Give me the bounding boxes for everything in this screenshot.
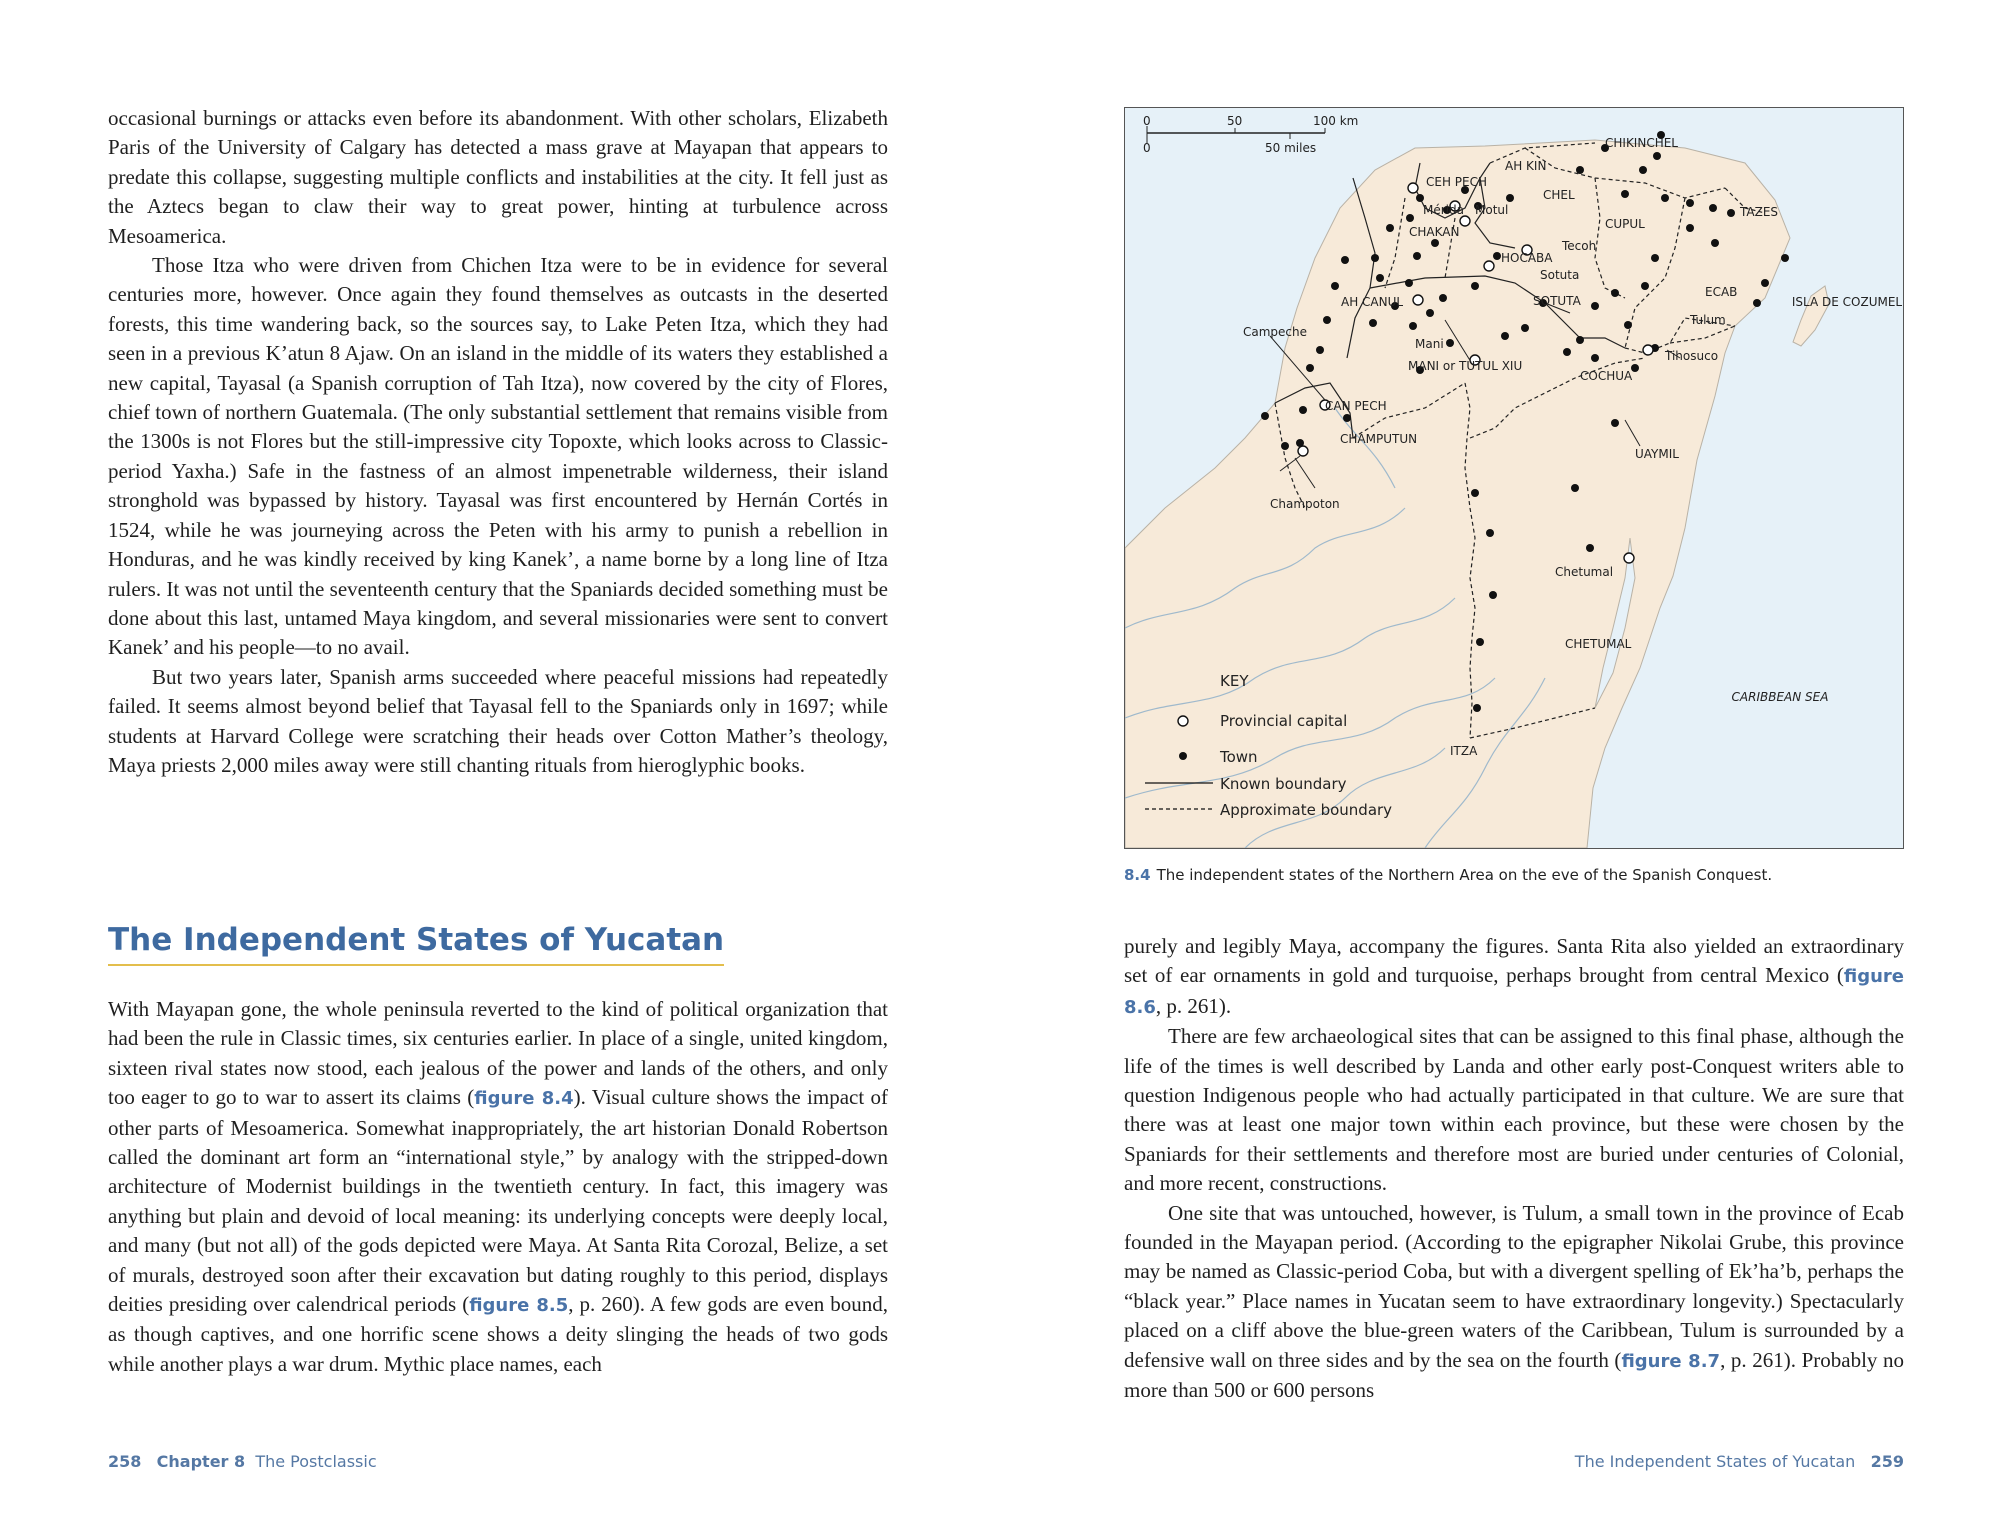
text-run: ). Visual culture shows the impact of other parts of Mesoamerica. Somewhat inappropriately, the art historian Donald Robertson called the dominant art form an “international style,” by analogy with the stripped-down architecture of Modernist buildings in the twentieth century. In fact, this imagery was anything but plain and devoid of local meaning: its underlying concepts were deeply local, and many (but not all) of the gods depicted were Maya. At Santa Rita Corozal, Belize, a set of murals, destroyed soon after their excavation but dating roughly to this period, displays deities presiding over calendrical periods ( (108, 1085, 888, 1317)
left-folio (108, 1452, 377, 1471)
paragraph: Those Itza who were driven from Chichen Itza were to be in evidence for several centuries more, however. Once again they found themselves as outcasts in the deserted forests, this time wandering back, so the sources say, to Lake Peten Itza, which they had seen in a previous K’atun 8 Ajaw. On an island in the middle of its waters they established a new capital, Tayasal (a Spanish corruption of Tah Itza), now covered by the city of Flores, chief town of northern Guatemala. (The only substantial settlement that remains visible from the 1300s is not Flores but the still-impressive city Topoxte, which looks across to Classic-period Yaxha.) Safe in the fastness of an almost impenetrable wilderness, their island stronghold was bypassed by history. Tayasal was first encountered by Hernán Cortés in 1524, while he was journeying across the Peten with his army to punish a rebellion in Honduras, and he was kindly received by king Kanek’, a name borne by a long line of Itza rulers. It was not until the seventeenth century that the Spaniards decided something must be done about this last, untamed Maya kingdom, and several missionaries were sent to convert Kanek’ and his people—to no avail. (108, 253, 888, 660)
place-label: Tulum (1690, 313, 1726, 327)
town-dot (1611, 419, 1619, 427)
town-dot (1571, 484, 1579, 492)
town-dot (1471, 282, 1479, 290)
province-label: CEH PECH (1426, 175, 1488, 189)
capital-circle (1408, 183, 1418, 193)
town-dot (1711, 239, 1719, 247)
town-dot (1306, 364, 1314, 372)
town-dot (1686, 199, 1694, 207)
provincial-capital-symbol (1178, 716, 1188, 726)
town-dot (1341, 256, 1349, 264)
figure-reference-link[interactable]: figure 8.4 (474, 1088, 574, 1110)
key-item-label: Provincial capital (1220, 712, 1348, 730)
town-dot (1376, 274, 1384, 282)
town-dot (1316, 346, 1324, 354)
province-label: CHEL (1543, 188, 1575, 202)
paragraph (1124, 932, 1904, 1022)
town-dot (1586, 544, 1594, 552)
text-run: , p. 261). Probably no more than 500 or 600 persons (1124, 1347, 1904, 1403)
town-dot (1661, 194, 1669, 202)
town-dot (1439, 294, 1447, 302)
town-dot (1639, 166, 1647, 174)
map-scale-bar (1143, 114, 1358, 155)
town-dot (1409, 322, 1417, 330)
town-dot (1651, 254, 1659, 262)
town-dot (1686, 224, 1694, 232)
capital-circle (1484, 261, 1494, 271)
town-dot (1781, 254, 1789, 262)
key-item-label: Town (1220, 748, 1258, 766)
place-label: Tihosuco (1665, 349, 1719, 363)
water-label: CARIBBEAN SEA (1731, 690, 1829, 704)
place-label: Chetumal (1555, 565, 1614, 579)
province-label: AH KIN (1505, 159, 1547, 173)
place-label: Campeche (1243, 325, 1308, 339)
figure-caption (1124, 866, 1904, 884)
town-dot (1621, 190, 1629, 198)
town-dot (1761, 279, 1769, 287)
town-dot (1473, 704, 1481, 712)
town-dot (1331, 282, 1339, 290)
page-number: 259 (1870, 1452, 1904, 1471)
province-label: CHAMPUTUN (1340, 432, 1418, 446)
figure-reference-link[interactable]: figure 8.5 (469, 1295, 569, 1317)
town-dot (1416, 194, 1424, 202)
province-label: MANI or TUTUL XIU (1408, 359, 1523, 373)
key-title: KEY (1220, 672, 1249, 690)
province-label: COCHUA (1580, 369, 1633, 383)
right-page (1000, 0, 2000, 1516)
paragraph (108, 995, 888, 1379)
town-dot (1653, 152, 1661, 160)
province-label: ECAB (1705, 285, 1738, 299)
province-label: CAN PECH (1325, 399, 1387, 413)
capital-circle (1460, 216, 1470, 226)
town-dot (1371, 254, 1379, 262)
land-mass (1125, 140, 1790, 848)
town-dot (1506, 194, 1514, 202)
text-run: There are few archaeological sites that can be assigned to this final phase, although the life of the times is well described by Landa and other early post-Conquest writers able to question Indigenous people who had actually participated in that culture. We are sure that there was at least one major town within each province, but these were chosen by the Spaniards for their settlements and therefore most are buried under centuries of Colonial, and more recent, constructions. (1124, 1024, 1904, 1196)
section-body-text (108, 995, 888, 1379)
province-label: CHIKINCHEL (1605, 136, 1678, 150)
text-run: purely and legibly Maya, accompany the figures. Santa Rita also yielded an extraordinary set of ear ornaments in gold and turquoise, perhaps brought from central Mexico ( (1124, 934, 1904, 988)
text-run: One site that was untouched, however, is Tulum, a small town in the province of Ecab founded in the Mayapan period. (According to the epigrapher Nikolai Grube, this province may be named as Classic-period Coba, but with a divergent spelling of Ek’ha’b, perhaps the “black year.” Place names in Yucatan seem to have extraordinary longevity.) Spectacularly placed on a cliff above the blue-green waters of the Caribbean, Tulum is surrounded by a defensive wall on three sides and by the sea on the fourth ( (1124, 1200, 1904, 1372)
town-dot (1489, 591, 1497, 599)
figure-map (1124, 107, 1904, 849)
chapter-label: Chapter 8 (156, 1452, 246, 1471)
town-dot (1576, 336, 1584, 344)
province-label: HOCABA (1501, 251, 1553, 265)
page-number: 258 (108, 1452, 142, 1471)
left-body-text (108, 104, 888, 780)
town-dot (1493, 252, 1501, 260)
place-label: Sotuta (1540, 268, 1580, 282)
province-label: SOTUTA (1533, 294, 1581, 308)
capital-circle (1298, 446, 1308, 456)
town-dot (1369, 319, 1377, 327)
town-dot (1476, 638, 1484, 646)
figure-reference-link[interactable]: figure 8.7 (1621, 1350, 1721, 1372)
province-label: CHETUMAL (1565, 637, 1632, 651)
province-label: UAYMIL (1635, 447, 1679, 461)
town-dot (1261, 412, 1269, 420)
scale-km-tick: 0 (1143, 114, 1151, 128)
text-run: , p. 261). (1155, 993, 1232, 1018)
place-label: Champoton (1270, 497, 1340, 511)
text-run: , p. 260). A few gods are even bound, as though captives, and one horrific scene shows a deity slinging the heads of two gods while another plays a war drum. Mythic place names, each (108, 1292, 888, 1376)
town-dot (1709, 204, 1717, 212)
town-dot (1521, 324, 1529, 332)
province-label: CUPUL (1605, 217, 1645, 231)
town-dot (1591, 302, 1599, 310)
province-label: ITZA (1450, 744, 1478, 758)
town-dot (1641, 282, 1649, 290)
figure-caption-text: The independent states of the Northern Area on the eve of the Spanish Conquest. (1156, 866, 1773, 884)
paragraph (1124, 1022, 1904, 1198)
section-heading: The Independent States of Yucatan (108, 922, 724, 966)
right-body-text (1124, 932, 1904, 1406)
yucatan-map (1125, 108, 1903, 848)
text-run: With Mayapan gone, the whole peninsula reverted to the kind of political organization that had been the rule in Classic times, six centuries earlier. In place of a single, united kingdom, sixteen rival states now stood, each jealous of the power and lands of the others, and only too eager to go to war to assert its claims ( (108, 997, 888, 1110)
town-dot (1413, 252, 1421, 260)
town-dot (1501, 332, 1509, 340)
town-dot (1431, 239, 1439, 247)
right-folio (1575, 1452, 1904, 1471)
town-dot (1281, 442, 1289, 450)
town-dot (1611, 289, 1619, 297)
key-item-label: Approximate boundary (1220, 801, 1393, 819)
paragraph: occasional burnings or attacks even before its abandonment. With other scholars, Elizabeth Paris of the University of Calgary has detected a mass grave at Mayapan that appears to predate this collapse, suggesting multiple conflicts and instabilities at the city. It fell just as the Aztecs began to claw their way to great power, hinting at turbulence across Mesoamerica. (108, 106, 888, 248)
paragraph (1124, 1199, 1904, 1406)
capital-circle (1643, 345, 1653, 355)
scale-mile-tick: 0 (1143, 141, 1151, 155)
figure-number: 8.4 (1124, 866, 1151, 884)
town-dot (1727, 209, 1735, 217)
scale-km-tick: 50 (1227, 114, 1243, 128)
town-dot (1323, 316, 1331, 324)
town-dot (1486, 529, 1494, 537)
town-dot (1406, 214, 1414, 222)
chapter-title: The Postclassic (255, 1452, 377, 1471)
running-head: The Independent States of Yucatan (1574, 1452, 1856, 1471)
town-dot (1624, 321, 1632, 329)
key-item-label: Known boundary (1220, 775, 1347, 793)
town-dot (1471, 489, 1479, 497)
place-label: Mérida (1423, 203, 1464, 217)
town-dot (1563, 348, 1571, 356)
town-dot (1386, 224, 1394, 232)
scale-mile-tick: 50 miles (1265, 141, 1317, 155)
town-dot (1426, 309, 1434, 317)
town-dot (1576, 166, 1584, 174)
capital-circle (1413, 295, 1423, 305)
water-label: ISLA DE COZUMEL (1791, 295, 1903, 309)
province-label: AH CANUL (1341, 295, 1404, 309)
town-dot (1343, 414, 1351, 422)
figure-reference-link[interactable]: figure 8.6 (1124, 966, 1904, 1018)
town-symbol (1179, 752, 1187, 760)
town-dot (1299, 406, 1307, 414)
place-label: Motul (1475, 203, 1509, 217)
town-dot (1446, 339, 1454, 347)
scale-km-tick: 100 km (1313, 114, 1359, 128)
place-label: Tecoh (1562, 239, 1597, 253)
paragraph: But two years later, Spanish arms succeeded where peaceful missions had repeatedly failed. It seems almost beyond belief that Tayasal fell to the Spaniards only in 1697; while students at Harvard College were scratching their heads over Cotton Mather’s theology, Maya priests 2,000 miles away were still chanting rituals from hieroglyphic books. (108, 664, 888, 777)
place-label: Mani (1415, 337, 1444, 351)
province-label: TAZES (1740, 205, 1779, 219)
town-dot (1405, 279, 1413, 287)
capital-circle (1624, 553, 1634, 563)
town-dot (1591, 354, 1599, 362)
town-dot (1753, 299, 1761, 307)
province-label: CHAKAN (1409, 225, 1460, 239)
